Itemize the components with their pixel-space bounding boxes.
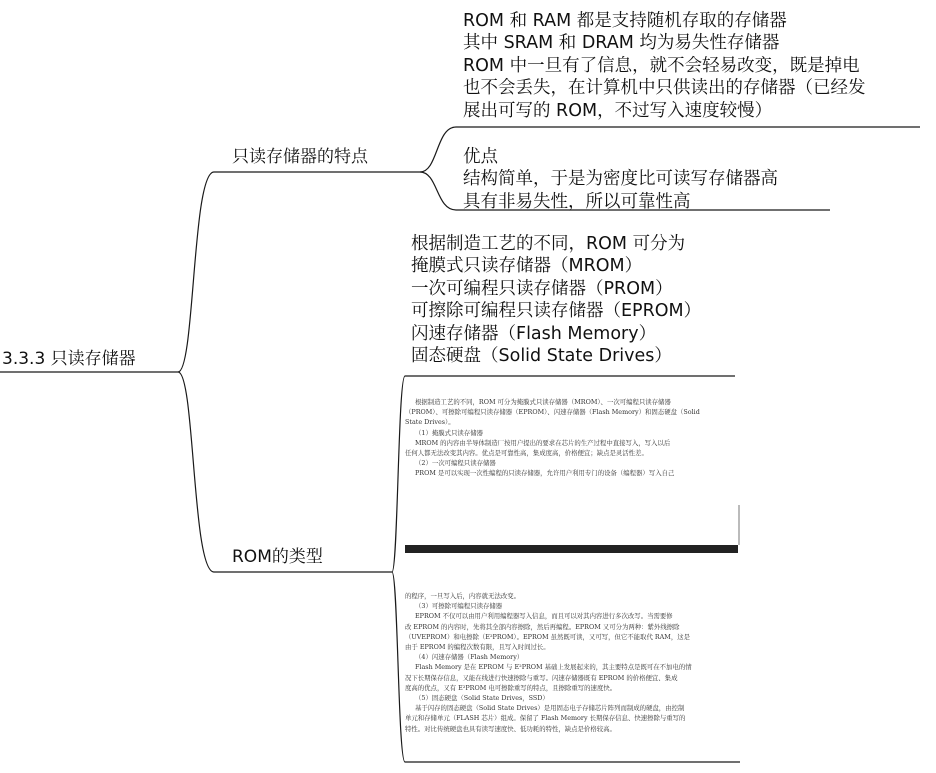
scan-line: State Drives）。	[405, 418, 455, 427]
leaf-line: 优点	[463, 147, 498, 167]
leaf-line: 展出可写的 ROM，不过写入速度较慢）	[463, 100, 773, 121]
scan-line: 度高的优点，又有 E²PROM 电可擦除重写的特点，且擦除重写的速度快。	[405, 683, 617, 692]
scan-line: 任何人都无法改变其内容。优点是可靠性高，集成度高，价格便宜；缺点是灵活性差。	[405, 449, 648, 458]
scan-line: 改 EPROM 的内容时，先将其全部内容擦除，然后再编程。EPROM 又可分为两种：紫外线擦除	[405, 622, 680, 631]
scan-line: 特性。对比传统硬盘也具有读写速度快、低功耗的特性，缺点是价格较高。	[405, 724, 616, 733]
root-topic[interactable]: 3.3.3 只读存储器	[2, 349, 136, 369]
scan-line: （UVEPROM）和电擦除（E²PROM）。EPROM 虽然既可读，又可写，但它不能取代 RAM，这是	[405, 632, 691, 641]
scan-line: Flash Memory 是在 EPROM 与 E²PROM 基础上发展起来的，其主要特点是既可在不加电的情	[415, 663, 692, 672]
scan-page-edge	[738, 505, 740, 545]
scan-line: 况下长期保存信息，又能在线进行快速擦除与重写。闪速存储器既有 EPROM 的价格便宜、集成	[405, 673, 678, 682]
leaf-line: 根据制造工艺的不同，ROM 可分为	[411, 234, 686, 254]
leaf-line: 固态硬盘（Solid State Drives）	[411, 346, 672, 367]
scan-line: （4）闪速存储器（Flash Memory）	[415, 653, 524, 662]
leaf-line: 结构简单，于是为密度比可读写存储器高	[463, 169, 778, 190]
scanned-textbook-image-top[interactable]	[405, 397, 738, 509]
scan-line: （5）固态硬盘（Solid State Drives，SSD）	[415, 694, 549, 703]
leaf-line: 一次可编程只读存储器（PROM）	[411, 278, 673, 299]
scan-line: PROM 是可以实现一次性编程的只读存储器，允许用户利用专门的设备（编程器）写入自己	[415, 469, 675, 478]
branch1-connector	[178, 172, 420, 372]
leaf-advantages[interactable]	[463, 146, 778, 213]
leaf-line: 可擦除可编程只读存储器（EPROM）	[411, 301, 702, 322]
scan-line: （PROM）、可擦除可编程只读存储器（EPROM）、闪速存储器（Flash Memory）和固态硬盘（Solid	[405, 408, 700, 417]
scan-page-divider	[405, 545, 738, 553]
branch-rom-characteristics[interactable]: 只读存储器的特点	[232, 147, 368, 167]
scan-line: 由于 EPROM 的编程次数有限，且写入时间过长。	[405, 643, 550, 652]
leaf-line: 掩膜式只读存储器（MROM）	[411, 256, 643, 277]
leaf-line: ROM 中一旦有了信息，就不会轻易改变，既是掉电	[463, 55, 860, 76]
leaf-types-list[interactable]	[411, 233, 701, 367]
leaf-line: 也不会丢失，在计算机中只供读出的存储器（已经发	[463, 78, 866, 99]
scan-line: 的程序，一旦写入后，内容就无法改变。	[405, 592, 521, 600]
scanned-textbook-image-bottom[interactable]	[405, 591, 738, 759]
branch2-connector	[178, 372, 392, 572]
branch-rom-types[interactable]: ROM的类型	[232, 547, 323, 567]
scan-line: 基于闪存的固态硬盘（Solid State Drives）是用固态电子存储芯片阵列而制成的硬盘，由控制	[415, 704, 685, 713]
leaf-line: 具有非易失性，所以可靠性高	[463, 191, 691, 212]
scan-line: EPROM 不仅可以由用户利用编程器写入信息，而且可以对其内容进行多次改写。当需要修	[415, 612, 673, 621]
scan-line: （3）可擦除可编程只读存储器	[415, 602, 503, 611]
leaf-line: 闪速存储器（Flash Memory）	[411, 323, 657, 344]
scan-line: 单元和存储单元（FLASH 芯片）组成。保留了 Flash Memory 长期保存信息、快速擦除与重写的	[405, 714, 686, 723]
leaf-line: ROM 和 RAM 都是支持随机存取的存储器	[463, 11, 787, 31]
leaf-characteristics[interactable]	[463, 10, 866, 122]
scan-line: MROM 的内容由半导体制造厂按用户提出的要求在芯片的生产过程中直接写入，写入以后	[415, 438, 671, 447]
leaf-line: 其中 SRAM 和 DRAM 均为易失性存储器	[463, 33, 780, 54]
scan-line: 根据制造工艺的不同，ROM 可分为掩膜式只读存储器（MROM）、一次可编程只读存储器	[415, 398, 671, 406]
scan-line: （2）一次可编程只读存储器	[415, 459, 496, 468]
scan-line: （1）掩膜式只读存储器	[415, 428, 483, 437]
